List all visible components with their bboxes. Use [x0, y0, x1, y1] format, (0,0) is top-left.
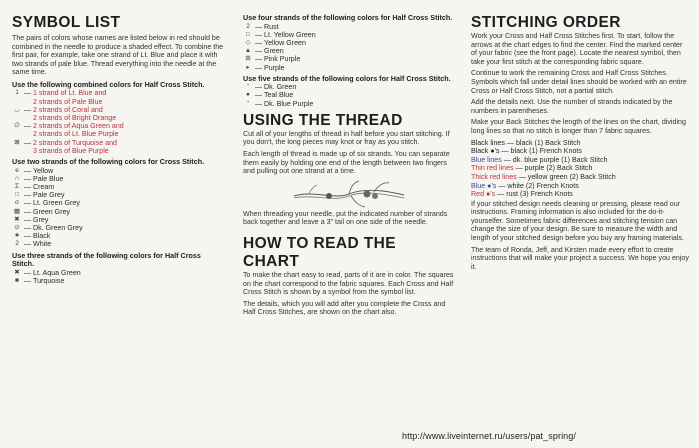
legend-item	[12, 224, 224, 232]
legend-dash: —	[23, 276, 32, 285]
detail-key: Black lines	[471, 138, 505, 147]
detail-line	[471, 147, 689, 156]
stitching-paragraph-5: If your stitched design needs cleaning or pressing, please read our instructions. Framing information is also included for the do-it-yourselfer. Sometimes fabric differences and stitching tension can change the size of your design. Be sure to measure the width and length of your stitched design before you buy any framing materials.	[471, 199, 684, 243]
legend-dash: —	[254, 22, 263, 31]
legend-color-name: Black	[33, 232, 51, 241]
legend-color-name: Green Grey	[33, 207, 71, 216]
legend-dash: —	[23, 174, 32, 183]
legend-item	[243, 39, 455, 47]
combined-line: 3 strands of Blue Purple	[33, 146, 109, 155]
four-strands-heading: Use four strands of the following colors for Half Cross Stitch.	[243, 13, 453, 22]
legend-symbol: ■	[15, 276, 19, 284]
legend-symbol: ⊠	[14, 138, 20, 146]
legend-dash: —	[23, 224, 32, 233]
legend-color-name: Purple	[264, 63, 285, 72]
legend-dash: —	[23, 89, 32, 98]
legend-dash: —	[254, 63, 263, 72]
stitching-paragraph-6: The team of Ronda, Jeff, and Kirsten made every effort to create instructions that will make your project a success. We hope you enjoy it.	[471, 245, 689, 271]
combined-item	[12, 106, 224, 122]
legend-symbol: 2	[15, 240, 19, 248]
symbol-list-intro: The pairs of colors whose names are listed below in red should be combined in the needle to produce a shaded effect. To combine the first pair, for example, take one strand of Lt. Blue and place it with two strands of pale blue. Thread everything into the needle at the same time.	[12, 34, 224, 77]
source-url-watermark: http://www.liveinternet.ru/users/pat_spring/	[402, 431, 576, 441]
combined-colors-list	[12, 89, 224, 155]
five-strands-list	[243, 83, 455, 108]
two-strands-heading: Use two strands of the following colors for Cross Stitch.	[12, 157, 205, 167]
legend-symbol: ▦	[13, 207, 21, 215]
legend-symbol: ●	[246, 91, 250, 99]
two-strands-list	[12, 167, 224, 249]
chart-paragraph-1: To make the chart easy to read, parts of it are in color. The squares on the chart correspond to the fabric squares. Each Cross and Half Cross Stitch is shown by a symbol from the symbol list.	[243, 270, 454, 297]
legend-dash: —	[254, 38, 263, 47]
legend-item	[12, 232, 224, 240]
legend-dash: —	[23, 105, 32, 114]
legend-color-name: Dk. Green Grey	[33, 224, 83, 233]
legend-dash: —	[23, 138, 32, 147]
three-strands-heading: Use three strands of the following colors for Half Cross Stitch.	[12, 250, 201, 269]
legend-color-name: Rust	[264, 22, 279, 31]
five-strands-heading: Use five strands of the following colors for Half Cross Stitch.	[243, 73, 451, 83]
combined-color-names	[33, 106, 116, 122]
combined-line: 2 strands of Lt. Blue Purple	[33, 130, 119, 139]
combined-item	[12, 122, 224, 138]
detail-line	[471, 164, 689, 173]
legend-item	[243, 55, 455, 63]
legend-symbol: □	[15, 191, 19, 199]
legend-symbol: Σ	[14, 183, 20, 190]
legend-symbol: ⊙	[14, 224, 20, 232]
legend-symbol: □	[246, 30, 250, 38]
legend-dash: —	[254, 47, 263, 56]
legend-dash: —	[254, 30, 263, 39]
legend-color-name: Yellow	[33, 166, 54, 175]
legend-symbol: ◇	[245, 38, 251, 46]
chart-paragraph-2: The details, which you will add after you complete the Cross and Half Cross Stitches, are shown on the chart also.	[243, 299, 446, 317]
legend-dash: —	[23, 268, 32, 277]
legend-dash: —	[254, 83, 263, 92]
combined-color-names	[33, 89, 106, 105]
legend-dash: —	[23, 166, 32, 175]
legend-item	[243, 100, 455, 108]
stitching-paragraph-1: Work your Cross and Half Cross Stitches first. To start, follow the arrows at the chart edges to find the center. Find the marked center of your fabric (see the front page). Locate the nearest symbol, then take your first stitch at the corresponding fabric square.	[471, 32, 683, 66]
legend-color-name: Green	[264, 47, 284, 56]
legend-color-name: Turquoise	[33, 276, 65, 285]
combined-line: 2 strands of Aqua Green and	[33, 122, 124, 131]
legend-color-name: Lt. Aqua Green	[33, 268, 81, 277]
legend-symbol: ◡	[14, 105, 20, 113]
legend-item	[243, 83, 455, 91]
legend-dash: —	[23, 183, 32, 191]
legend-color-name: Pale Grey	[33, 191, 65, 200]
legend-symbol: ✖	[14, 215, 20, 223]
legend-dash: —	[254, 55, 263, 64]
legend-symbol: ∅	[14, 122, 20, 130]
combined-line: 1 strand of Lt. Blue and	[33, 89, 107, 98]
detail-instruction: — black (1) French Knots	[499, 147, 582, 156]
legend-symbol: σ	[14, 199, 19, 207]
thread-paragraph-2: Each length of thread is made up of six strands. You can separate them easily by holding one end of the length between two fingers and pulling out one strand at a time.	[243, 150, 450, 176]
symbol-list-column	[12, 0, 224, 285]
legend-color-name: Pale Blue	[33, 174, 64, 183]
legend-item	[12, 199, 224, 207]
detail-key: Thick red lines	[471, 172, 517, 181]
legend-item	[12, 269, 224, 277]
read-chart-title: HOW TO READ THE CHART	[243, 234, 396, 270]
three-strands-list	[12, 269, 224, 285]
legend-symbol: ▸	[246, 63, 250, 71]
legend-symbol: ∩	[14, 174, 20, 182]
legend-dash: —	[23, 215, 32, 224]
detail-line	[471, 139, 689, 148]
legend-item	[243, 64, 455, 72]
detail-line	[471, 173, 689, 182]
legend-symbol: ▲	[244, 47, 252, 55]
legend-item	[12, 191, 224, 199]
symbol-list-title: SYMBOL LIST	[12, 14, 121, 31]
legend-item	[12, 240, 224, 248]
legend-symbol: ★	[14, 232, 20, 240]
combined-colors-heading: Use the following combined colors for Half Cross Stitch.	[12, 79, 205, 89]
detail-key: Black ●'s	[471, 147, 500, 156]
combined-item	[12, 89, 224, 105]
stitching-order-column	[471, 0, 689, 271]
thread-strands-illustration	[289, 176, 409, 210]
stitching-paragraph-2: Continue to work the remaining Cross and Half Cross Stitches. Symbols which fall under detail lines should be worked with an entire Cross or Half Cross Stitch, not a partial stitch.	[471, 69, 687, 95]
combined-line: 2 strands of Coral and	[33, 105, 103, 114]
legend-color-name: Cream	[33, 183, 55, 191]
legend-symbol: e	[15, 166, 19, 174]
detail-instruction: — rust (3) French Knots	[495, 190, 573, 199]
legend-color-name: Lt. Green Grey	[33, 199, 80, 208]
legend-color-name: Dk. Blue Purple	[264, 99, 314, 108]
detail-instruction: — black (1) Back Stitch	[504, 138, 581, 147]
legend-item	[243, 31, 455, 39]
combined-color-names	[33, 139, 117, 155]
legend-item	[243, 23, 455, 31]
legend-item	[12, 216, 224, 224]
legend-symbol: ᐩ	[246, 99, 250, 107]
combined-item	[12, 139, 224, 155]
legend-dash: —	[23, 122, 32, 131]
legend-item	[243, 91, 455, 99]
legend-color-name: Dk. Green	[264, 83, 297, 92]
stitching-paragraph-3: Add the details next. Use the number of strands indicated by the numbers in parentheses.	[471, 98, 673, 115]
legend-symbol: ⊞	[245, 55, 251, 63]
combined-line: 2 strands of Turquoise and	[33, 138, 117, 147]
detail-line	[471, 190, 689, 199]
detail-key: Red ●'s	[471, 190, 496, 199]
legend-symbol: 1	[15, 89, 19, 97]
legend-item	[12, 208, 224, 216]
detail-key: Thin red lines	[471, 164, 514, 173]
combined-color-names	[33, 122, 124, 138]
legend-symbol: ᐩ	[246, 83, 250, 91]
legend-dash: —	[23, 207, 32, 216]
details-list	[471, 139, 689, 199]
detail-key: Blue lines	[471, 155, 502, 164]
detail-instruction: — purple (2) Back Stitch	[513, 164, 593, 173]
using-thread-title: USING THE THREAD	[243, 111, 403, 129]
legend-color-name: Lt. Yellow Green	[264, 30, 316, 39]
legend-item	[12, 175, 224, 183]
legend-dash: —	[23, 199, 32, 208]
detail-instruction: — dk. blue purple (1) Back Stitch	[501, 155, 608, 164]
legend-item	[12, 277, 224, 285]
detail-line	[471, 182, 689, 191]
detail-key: Blue ●'s	[471, 181, 497, 190]
legend-item	[12, 183, 224, 191]
legend-dash: —	[23, 232, 32, 241]
legend-color-name: White	[33, 240, 52, 249]
legend-dash: —	[254, 99, 263, 108]
detail-instruction: — yellow green (2) Back Stitch	[516, 172, 616, 181]
legend-symbol: ✖	[14, 268, 20, 276]
thread-column	[243, 0, 455, 317]
legend-color-name: Pink Purple	[264, 55, 301, 64]
four-strands-list	[243, 23, 455, 72]
legend-color-name: Teal Blue	[264, 91, 294, 100]
legend-dash: —	[254, 91, 263, 100]
stitching-paragraph-4: Make your Back Stitches the length of the lines on the chart, dividing long lines so that no stitch is longer than 7 fabric squares.	[471, 118, 686, 135]
legend-color-name: Grey	[33, 215, 49, 224]
thread-paragraph-1: Cut all of your lengths of thread in half before you start stitching. If you don't, the long pieces may knot or fray as you stitch.	[243, 129, 450, 147]
legend-item	[12, 167, 224, 175]
legend-dash: —	[23, 240, 32, 249]
legend-symbol: 2	[246, 22, 250, 30]
combined-line: 2 strands of Pale Blue	[33, 97, 103, 106]
legend-dash: —	[23, 191, 32, 200]
detail-line	[471, 156, 689, 165]
legend-item	[243, 47, 455, 55]
detail-instruction: — white (2) French Knots	[496, 181, 579, 190]
thread-paragraph-3: When threading your needle, put the indicated number of strands back together and leave a 3" tail on one side of the needle.	[243, 209, 448, 227]
combined-line: 2 strands of Bright Orange	[33, 114, 117, 123]
legend-color-name: Yellow Green	[264, 38, 306, 47]
stitching-order-title: STITCHING ORDER	[471, 14, 621, 31]
